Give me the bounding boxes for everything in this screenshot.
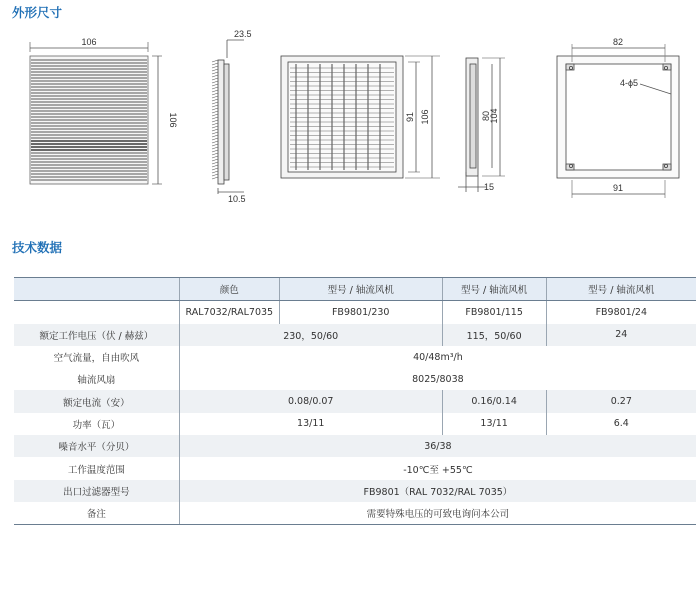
- cell-value: 13/11: [442, 413, 546, 435]
- header-cell-model-115: 型号 / 轴流风机: [442, 278, 546, 301]
- table-row: [14, 324, 696, 346]
- back-hole-span-label: 91: [612, 183, 624, 193]
- cell-value: 36/38: [179, 435, 696, 457]
- cell-value: 230，50/60: [179, 324, 442, 346]
- row-label: 轴流风扇: [77, 375, 116, 387]
- table-row: [14, 480, 696, 502]
- row-label: 工作温度范围: [67, 464, 125, 476]
- front-height-label: 106: [168, 112, 178, 128]
- tech-data-section-title: 技术数据: [12, 240, 63, 255]
- hole-spec-label: 4-ϕ5: [620, 78, 639, 88]
- front-view-drawing: [30, 42, 162, 184]
- header-cell-color: 颜色: [179, 278, 279, 301]
- row-label: 功率（瓦）: [72, 419, 121, 431]
- dimension-drawings: [0, 20, 700, 210]
- table-row: [14, 368, 696, 390]
- model-code: FB9801/24: [546, 301, 696, 324]
- table-row: [14, 413, 696, 435]
- dimensions-section-title: 外形尺寸: [12, 5, 63, 20]
- row-label: 空气流量，自由吹风: [53, 353, 140, 365]
- side-bottom-label: 10.5: [228, 194, 246, 204]
- filter-depth-label: 15: [484, 182, 495, 192]
- table-row: [14, 457, 696, 479]
- filter-height-2-label: 104: [489, 108, 499, 124]
- cell-value: -10℃至 +55℃: [179, 457, 696, 479]
- grille-height-1-label: 91: [405, 111, 415, 123]
- model-code: FB9801/230: [279, 301, 442, 324]
- row-label: [14, 301, 179, 324]
- cell-value: 115，50/60: [442, 324, 546, 346]
- cell-value: 40/48m³/h: [179, 346, 696, 368]
- table-row: [14, 346, 696, 368]
- table-row: [14, 435, 696, 457]
- header-cell-model-230: 型号 / 轴流风机: [279, 278, 442, 301]
- cell-value: FB9801（RAL 7032/RAL 7035）: [179, 480, 696, 502]
- cell-value: 13/11: [179, 413, 442, 435]
- cell-value: 需要特殊电压的可致电询问本公司: [179, 502, 696, 525]
- cell-value: 0.08/0.07: [179, 390, 442, 412]
- side-top-label: 23.5: [234, 29, 252, 39]
- filter-side-view-drawing: [458, 58, 505, 192]
- table-header-row: [14, 278, 696, 301]
- grille-height-2-label: 106: [420, 109, 430, 125]
- filter-height-1-label: 80: [481, 110, 491, 122]
- side-view-drawing: [212, 40, 244, 194]
- cell-value: 0.16/0.14: [442, 390, 546, 412]
- header-cell: [14, 278, 179, 301]
- header-cell-model-24: 型号 / 轴流风机: [546, 278, 696, 301]
- cell-value: 6.4: [546, 413, 696, 435]
- cell-value: 8025/8038: [179, 368, 696, 390]
- color-code: RAL7032/RAL7035: [179, 301, 279, 324]
- grille-view-drawing: [281, 56, 440, 178]
- cell-value: 0.27: [546, 390, 696, 412]
- row-label: 额定工作电压（伏 / 赫兹）: [14, 324, 179, 346]
- back-width-label: 82: [612, 37, 624, 47]
- row-label: 噪音水平（分贝）: [14, 435, 179, 457]
- back-view-drawing: [557, 44, 679, 198]
- row-label: 出口过滤器型号: [14, 480, 179, 502]
- table-row: [14, 301, 696, 324]
- spec-table: [14, 277, 696, 525]
- row-label: 额定电流（安）: [14, 390, 179, 412]
- table-row: [14, 390, 696, 412]
- front-width-label: 106: [81, 37, 97, 47]
- row-label: 备注: [14, 502, 179, 525]
- table-row: [14, 502, 696, 525]
- cell-value: 24: [546, 324, 696, 346]
- model-code: FB9801/115: [442, 301, 546, 324]
